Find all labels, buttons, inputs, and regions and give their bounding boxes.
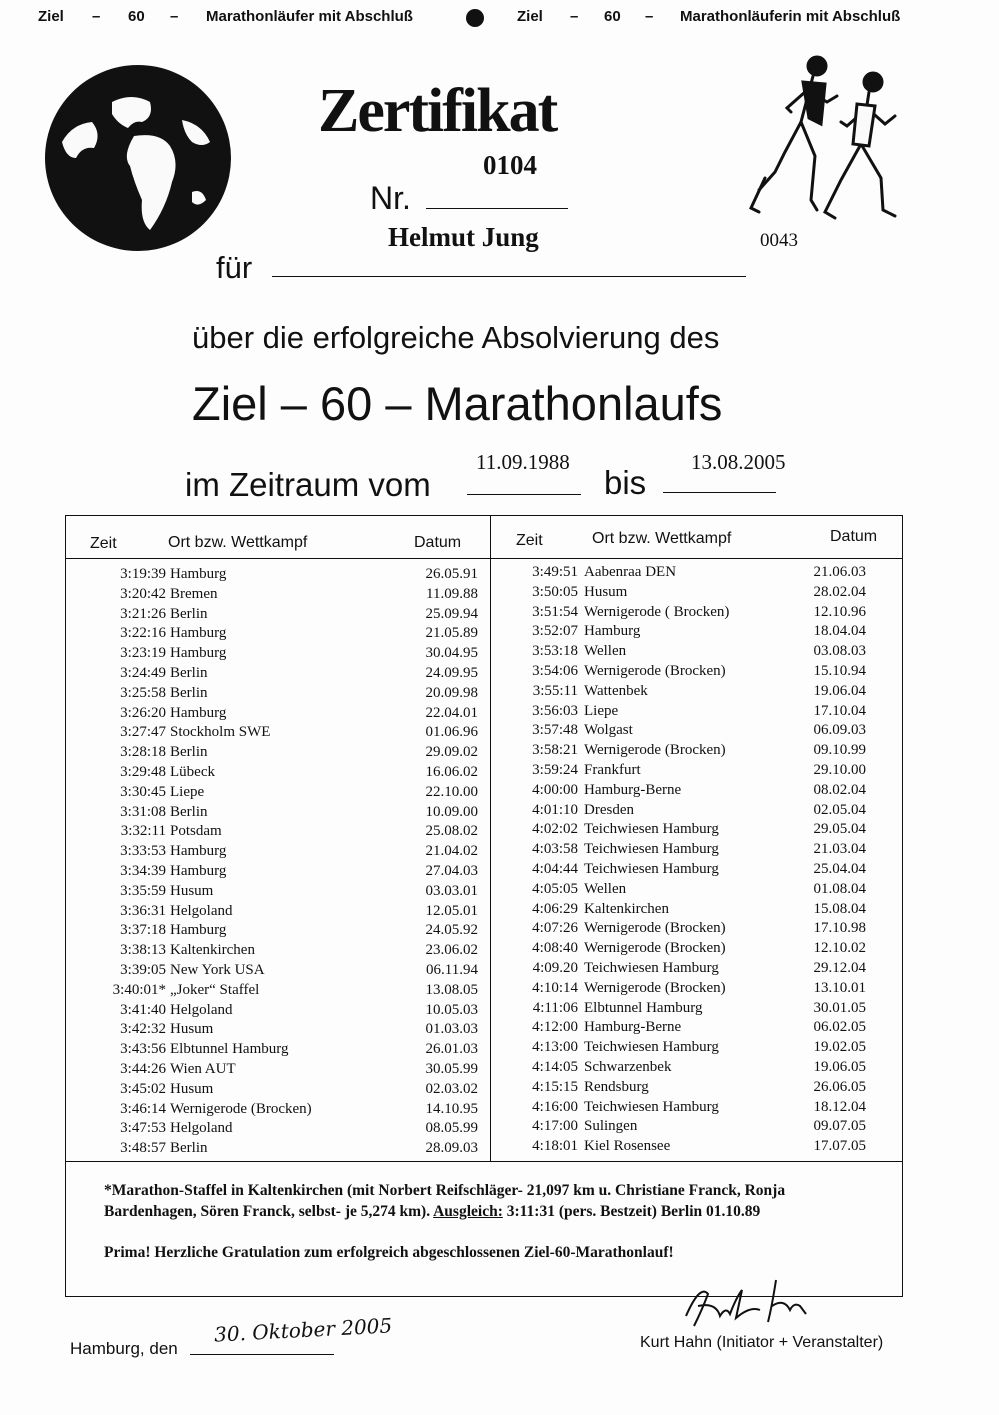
cell-place: Hamburg-Berne [584,781,682,798]
table-row [100,685,478,705]
cell-date: 02.05.04 [813,801,866,818]
table-row [496,802,866,822]
cell-time: 4:10:14 [532,979,578,996]
relay-note-ausgleich: Ausgleich: [433,1203,503,1220]
date-underline [190,1354,334,1355]
cell-place: Berlin [170,744,208,761]
cell-date: 20.09.98 [425,684,478,701]
cell-time: 3:20:42 [120,585,166,602]
cell-place: Elbtunnel Hamburg [170,1041,289,1058]
bullet-dot-icon [466,9,484,27]
cell-time: 3:42:32 [120,1021,166,1038]
header-left-sep2: – [170,8,179,25]
header-right-sep2: – [645,8,654,25]
cell-date: 15.08.04 [813,900,866,917]
table-row [496,623,866,643]
table-row [100,843,478,863]
cell-time: 3:36:31 [120,902,166,919]
cell-time: 3:54:06 [532,663,578,679]
cell-date: 12.05.01 [425,902,478,919]
cell-time: 3:44:26 [120,1061,166,1077]
cell-date: 03.08.03 [813,643,866,660]
table-row [100,1002,478,1022]
col-place-left: Ort bzw. Wettkampf [168,534,308,551]
cell-date: 23.06.02 [425,942,478,959]
table-row [100,982,478,1002]
table-row [100,1041,478,1061]
table-row [100,1101,478,1121]
cell-place: Hamburg-Berne [584,1019,682,1036]
cell-date: 06.09.03 [813,722,866,739]
cell-place: Hamburg [170,625,227,642]
cell-place: Wernigerode (Brocken) [584,663,726,679]
cell-time: 4:17:00 [532,1118,578,1135]
handwritten-date: 30. Oktober 2005 [213,1313,393,1347]
table-row [496,1019,866,1039]
cell-date: 22.04.01 [425,704,478,721]
cell-place: Wien AUT [170,1061,236,1077]
cell-place: Dresden [584,801,634,818]
date-to: 13.08.2005 [691,450,786,474]
cell-date: 19.06.04 [813,682,866,699]
table-row [100,922,478,942]
col-place-right: Ort bzw. Wettkampf [592,530,732,547]
cell-time: 3:45:02 [120,1080,166,1097]
cell-time: 3:35:59 [120,882,166,899]
signature-image [680,1276,830,1332]
table-row [496,604,866,624]
table-row [100,744,478,764]
cell-time: 3:19:39 [120,566,166,582]
nr-label: Nr. [370,180,411,216]
table-row [100,863,478,883]
cell-place: Aabenraa DEN [584,564,677,580]
cell-time: 4:02:02 [532,821,578,838]
header-right-ziel: Ziel [517,8,543,25]
col-date-left: Datum [414,534,462,551]
cell-date: 19.06.05 [813,1059,866,1075]
cell-time: 3:46:14 [120,1100,166,1117]
table-row [496,663,866,683]
cell-date: 25.09.94 [425,605,478,622]
globe-icon [42,62,234,254]
marathon-name: Ziel – 60 – Marathonlaufs [192,377,723,430]
cell-time: 4:01:10 [532,801,578,818]
cell-date: 21.06.03 [813,564,866,580]
cell-time: 3:31:08 [120,803,166,820]
cell-time: 3:29:48 [120,764,166,780]
relay-note-line2 [104,1203,760,1221]
cell-time: 3:38:13 [120,942,166,959]
cell-place: Wernigerode (Brocken) [584,940,726,957]
cell-date: 28.02.04 [813,583,866,600]
relay-note-besttime: 3:11:31 (pers. Bestzeit) [506,1203,657,1220]
cell-date: 26.05.91 [425,566,478,582]
table-row [496,683,866,703]
cell-place: Teichwiesen Hamburg [584,1098,719,1115]
table-row [496,901,866,921]
cell-date: 18.12.04 [813,1098,866,1115]
cell-place: Berlin [170,1140,208,1157]
runners-illustration-icon [745,52,915,230]
cell-time: 3:37:18 [120,922,166,939]
relay-note-best-place: Berlin 01.10.89 [660,1203,761,1220]
cell-place: New York USA [170,962,265,978]
table-row [496,703,866,723]
cell-time: 4:06:29 [532,900,578,917]
cell-place: Teichwiesen Hamburg [584,861,719,877]
cell-date: 25.04.04 [813,861,866,877]
col-date-right: Datum [830,528,878,545]
cell-place: Potsdam [170,823,222,840]
cell-place: Berlin [170,605,208,622]
cell-time: 4:07:26 [532,920,578,937]
cell-date: 26.01.03 [425,1041,478,1058]
place-date-label: Hamburg, den [70,1339,178,1358]
table-row [100,942,478,962]
cell-date: 12.10.02 [813,940,866,957]
cell-date: 03.03.01 [425,882,478,899]
table-row [496,584,866,604]
cell-date: 26.06.05 [813,1078,866,1095]
nr-underline [426,208,568,209]
cell-time: 3:27:47 [120,724,166,741]
header-left-ziel: Ziel [38,8,64,25]
cell-place: Teichwiesen Hamburg [584,821,719,838]
cell-time: 3:26:20 [120,704,166,721]
table-row [100,724,478,744]
cell-date: 29.09.02 [425,744,478,761]
cell-place: Husum [170,1021,214,1038]
cell-time: 4:09.20 [532,960,578,976]
cell-place: Hamburg [170,843,227,860]
table-row [496,742,866,762]
cell-time: 3:21:26 [120,605,166,622]
relay-note-line1: *Marathon-Staffel in Kaltenkirchen (mit Norbert Reifschläger- 21,097 km u. Christiane Franck, Ronja [104,1182,786,1199]
table-row [496,564,866,584]
cell-time: 4:05:05 [532,880,578,897]
cell-date: 28.09.03 [425,1140,478,1157]
cell-time: 4:16:00 [532,1098,578,1115]
table-row [100,705,478,725]
table-row [100,1120,478,1140]
table-row [100,883,478,903]
cell-time: 3:23:19 [120,645,166,662]
table-header-divider [66,558,902,559]
table-column-divider [490,516,491,1161]
cell-date: 09.10.99 [813,742,866,759]
certificate-number: 0104 [483,150,537,180]
congratulation-text: Prima! Herzliche Gratulation zum erfolgreich abgeschlossenen Ziel-60-Marathonlauf! [104,1244,674,1261]
cell-place: Teichwiesen Hamburg [584,1039,719,1056]
cell-place: Wernigerode (Brocken) [170,1100,312,1117]
cell-place: Teichwiesen Hamburg [584,960,719,976]
col-time-right: Zeit [516,532,543,549]
cell-place: Wolgast [584,722,633,739]
cell-time: 3:50:05 [532,583,578,600]
cell-place: Kaltenkirchen [170,942,255,959]
cell-time: 3:52:07 [532,623,578,640]
cell-place: Kiel Rosensee [584,1138,671,1155]
cell-place: Wattenbek [584,682,648,699]
cell-place: Kaltenkirchen [584,900,669,917]
table-row [496,881,866,901]
header-left-text: Marathonläufer mit Abschluß [206,8,413,25]
cell-place: Liepe [170,783,205,800]
cell-time: 3:39:05 [120,962,166,978]
cell-place: Frankfurt [584,762,641,778]
cell-place: Wernigerode (Brocken) [584,742,726,759]
cell-place: Wernigerode (Brocken) [584,920,726,937]
cell-time: 3:28:18 [120,744,166,761]
cell-place: Teichwiesen Hamburg [584,841,719,858]
cell-date: 17.10.98 [813,920,866,937]
cell-date: 25.08.02 [425,823,478,840]
cell-date: 10.05.03 [425,1001,478,1018]
until-label: bis [604,464,647,501]
cell-time: 4:12:00 [532,1019,578,1036]
table-row [496,762,866,782]
table-row [100,1140,478,1160]
certificate-title: Zertifikat [318,77,557,145]
cell-place: Sulingen [584,1118,638,1135]
cell-place: Berlin [170,803,208,820]
achievement-line: über die erfolgreiche Absolvierung des [192,320,720,355]
table-row [100,962,478,982]
cell-date: 12.10.96 [813,603,866,620]
cell-time: 3:49:51 [532,564,578,580]
cell-place: Husum [170,882,214,899]
cell-date: 30.04.95 [425,645,478,662]
table-row [496,1118,866,1138]
cell-place: Schwarzenbek [584,1059,672,1075]
table-row [100,566,478,586]
cell-time: 4:11:06 [532,999,578,1016]
table-row [100,903,478,923]
table-row [496,861,866,881]
cell-place: Wellen [584,880,627,897]
cell-place: Husum [170,1080,214,1097]
cell-time: 3:59:24 [532,762,578,778]
cell-date: 01.06.96 [425,724,478,741]
table-row [100,1021,478,1041]
cell-time: 3:25:58 [120,684,166,701]
table-row [100,665,478,685]
date-from-underline [467,494,581,495]
table-row [496,722,866,742]
header-right-text: Marathonläuferin mit Abschluß [680,8,901,25]
cell-date: 01.08.04 [813,880,866,897]
cell-date: 27.04.03 [425,863,478,879]
cell-time: 4:18:01 [532,1138,578,1155]
cell-date: 24.09.95 [425,665,478,681]
cell-date: 13.08.05 [425,981,478,998]
table-row [100,625,478,645]
cell-time: 3:30:45 [120,783,166,800]
header-right-sep1: – [570,8,579,25]
cell-place: Hamburg [170,704,227,721]
table-row [496,841,866,861]
cell-date: 21.03.04 [813,841,866,858]
results-table [65,515,903,1162]
cell-place: Wellen [584,643,627,660]
cell-place: Helgoland [170,902,233,919]
cell-place: Liepe [584,702,619,719]
table-row [100,1061,478,1081]
cell-time: 4:03:58 [532,841,578,858]
cell-place: Bremen [170,585,218,602]
cell-place: Hamburg [170,645,227,662]
cell-date: 17.10.04 [813,702,866,719]
cell-date: 09.07.05 [813,1118,866,1135]
cell-place: Husum [584,583,628,600]
cell-time: 3:33:53 [120,843,166,860]
cell-date: 02.03.02 [425,1080,478,1097]
cell-place: „Joker“ Staffel [170,981,260,998]
cell-place: Hamburg [170,566,227,582]
header-left-sep1: – [92,8,101,25]
table-row [100,645,478,665]
cell-date: 21.05.89 [425,625,478,642]
table-row [496,1138,866,1158]
cell-date: 10.09.00 [425,803,478,820]
cell-place: Wernigerode ( Brocken) [584,603,730,620]
cell-time: 4:04:44 [532,861,578,877]
cell-date: 14.10.95 [425,1100,478,1117]
cell-place: Lübeck [170,764,215,780]
header-right-60: 60 [604,8,621,25]
cell-time: 3:32:11 [120,823,166,840]
cell-time: 3:53:18 [532,643,578,660]
relay-note-text: Bardenhagen, Sören Franck, selbst- je 5,274 km). [104,1203,431,1220]
table-row [496,940,866,960]
cell-date: 29.12.04 [813,960,866,976]
name-underline [272,276,746,277]
cell-time: 4:13:00 [532,1039,578,1056]
cell-place: Berlin [170,665,208,681]
table-row [100,823,478,843]
cell-time: 4:15:15 [532,1078,578,1095]
cell-place: Hamburg [170,922,227,939]
cell-place: Helgoland [170,1120,233,1137]
table-row [100,1081,478,1101]
cell-date: 01.03.03 [425,1021,478,1038]
table-row [100,586,478,606]
cell-date: 18.04.04 [813,623,866,640]
cell-time: 3:41:40 [120,1001,166,1018]
table-row [100,784,478,804]
cell-place: Hamburg [584,623,641,640]
cell-place: Helgoland [170,1001,233,1018]
table-row [100,764,478,784]
cell-place: Hamburg [170,863,227,879]
cell-time: 3:56:03 [532,702,578,719]
cell-date: 30.05.99 [425,1061,478,1077]
table-row [496,980,866,1000]
cell-date: 13.10.01 [813,979,866,996]
table-row [496,643,866,663]
cell-date: 24.05.92 [425,922,478,939]
table-row [496,1079,866,1099]
cell-date: 11.09.88 [426,585,478,602]
col-time-left: Zeit [90,535,117,552]
cell-time: 3:48:57 [120,1140,166,1157]
table-row [496,920,866,940]
cell-date: 16.06.02 [425,764,478,780]
table-row [496,1039,866,1059]
table-row [496,1099,866,1119]
cell-place: Rendsburg [584,1078,649,1095]
cell-date: 19.02.05 [813,1039,866,1056]
table-row [496,782,866,802]
recipient-name: Helmut Jung [388,222,539,252]
table-row [496,1059,866,1079]
cell-time: 4:08:40 [532,940,578,957]
cell-place: Elbtunnel Hamburg [584,999,703,1016]
cell-time: 3:47:53 [120,1120,166,1137]
date-to-underline [663,492,776,493]
cell-time: 3:22:16 [120,625,166,642]
cell-date: 08.02.04 [813,781,866,798]
date-from: 11.09.1988 [476,450,570,474]
cell-time: 3:55:11 [532,682,578,699]
cell-date: 15.10.94 [813,663,866,679]
cell-time: 4:00:00 [532,781,578,798]
cell-time: 3:43:56 [120,1041,166,1058]
cell-time: 3:57:48 [532,722,578,739]
header-left-60: 60 [128,8,145,25]
cell-date: 21.04.02 [425,843,478,860]
cell-place: Berlin [170,684,208,701]
table-row [496,960,866,980]
signer-name: Kurt Hahn (Initiator + Veranstalter) [640,1334,884,1351]
cell-time: 3:51:54 [532,603,578,620]
cell-time: 3:24:49 [120,665,166,681]
cell-date: 29.05.04 [813,821,866,838]
side-number: 0043 [760,230,798,251]
cell-place: Stockholm SWE [170,724,271,741]
period-label: im Zeitraum vom [185,466,431,503]
cell-date: 29.10.00 [813,762,866,778]
cell-time: 3:40:01* [112,981,166,998]
table-row [100,606,478,626]
cell-date: 22.10.00 [425,783,478,800]
cell-date: 06.02.05 [813,1019,866,1036]
for-label: für [216,250,253,285]
cell-date: 06.11.94 [426,962,478,978]
cell-time: 4:14:05 [532,1059,578,1075]
cell-place: Wernigerode (Brocken) [584,979,726,996]
cell-date: 17.07.05 [813,1138,866,1155]
cell-date: 30.01.05 [813,999,866,1016]
table-row [496,1000,866,1020]
table-row [100,804,478,824]
cell-time: 3:34:39 [120,863,166,879]
cell-time: 3:58:21 [532,742,578,759]
table-row [496,821,866,841]
cell-date: 08.05.99 [425,1120,478,1137]
